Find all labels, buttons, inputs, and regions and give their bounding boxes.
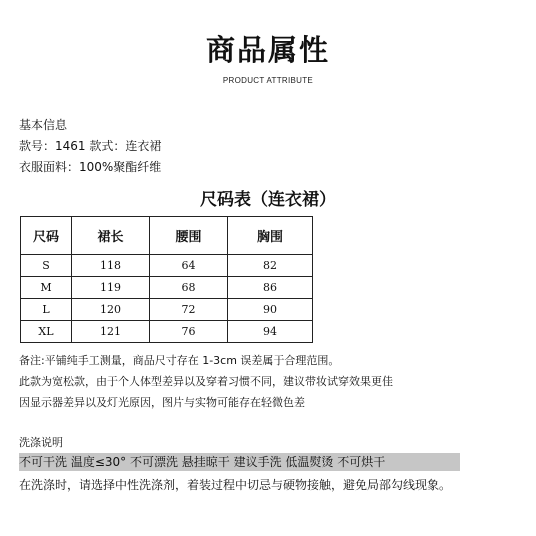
cell-bust: 86 xyxy=(228,277,313,299)
table-row xyxy=(21,299,313,321)
cell-bust: 94 xyxy=(228,321,313,343)
cell-waist: 68 xyxy=(150,277,228,299)
table-row xyxy=(21,277,313,299)
cell-waist: 72 xyxy=(150,299,228,321)
header-size: 尺码 xyxy=(21,217,72,255)
table-header-row xyxy=(21,217,313,255)
size-chart-table xyxy=(20,216,313,343)
page-title: 商品属性 xyxy=(205,33,330,67)
cell-length: 120 xyxy=(72,299,150,321)
table-row xyxy=(21,321,313,343)
page-subtitle: PRODUCT ATTRIBUTE xyxy=(222,76,314,85)
cell-size: L xyxy=(21,299,72,321)
style-info-line: 款号：1461 款式：连衣裙 xyxy=(19,139,162,153)
size-chart-title: 尺码表（连衣裙） xyxy=(200,190,336,210)
cell-size: S xyxy=(21,255,72,277)
header-waist: 腰围 xyxy=(150,217,228,255)
cell-length: 121 xyxy=(72,321,150,343)
header-length: 裙长 xyxy=(72,217,150,255)
basic-info-heading: 基本信息 xyxy=(19,118,68,132)
washing-note: 在洗涤时，请选择中性洗涤剂，着装过程中切忌与硬物接触，避免局部勾线现象。 xyxy=(19,478,452,492)
cell-waist: 64 xyxy=(150,255,228,277)
cell-bust: 82 xyxy=(228,255,313,277)
color-note: 因显示器差异以及灯光原因，图片与实物可能存在轻微色差 xyxy=(19,396,305,409)
measurement-note: 备注:平铺纯手工测量，商品尺寸存在 1-3cm 误差属于合理范围。 xyxy=(19,354,340,367)
header-bust: 胸围 xyxy=(228,217,313,255)
table-row xyxy=(21,255,313,277)
cell-size: XL xyxy=(21,321,72,343)
cell-length: 118 xyxy=(72,255,150,277)
fabric-info-line: 衣服面料：100%聚酯纤维 xyxy=(19,160,162,174)
cell-size: M xyxy=(21,277,72,299)
fit-note: 此款为宽松款，由于个人体型差异以及穿着习惯不同，建议带妆试穿效果更佳 xyxy=(19,375,393,388)
cell-bust: 90 xyxy=(228,299,313,321)
cell-length: 119 xyxy=(72,277,150,299)
washing-instructions-bar: 不可干洗 温度≤30° 不可漂洗 悬挂晾干 建议手洗 低温熨烫 不可烘干 xyxy=(19,453,460,471)
washing-heading: 洗涤说明 xyxy=(19,436,63,449)
cell-waist: 76 xyxy=(150,321,228,343)
